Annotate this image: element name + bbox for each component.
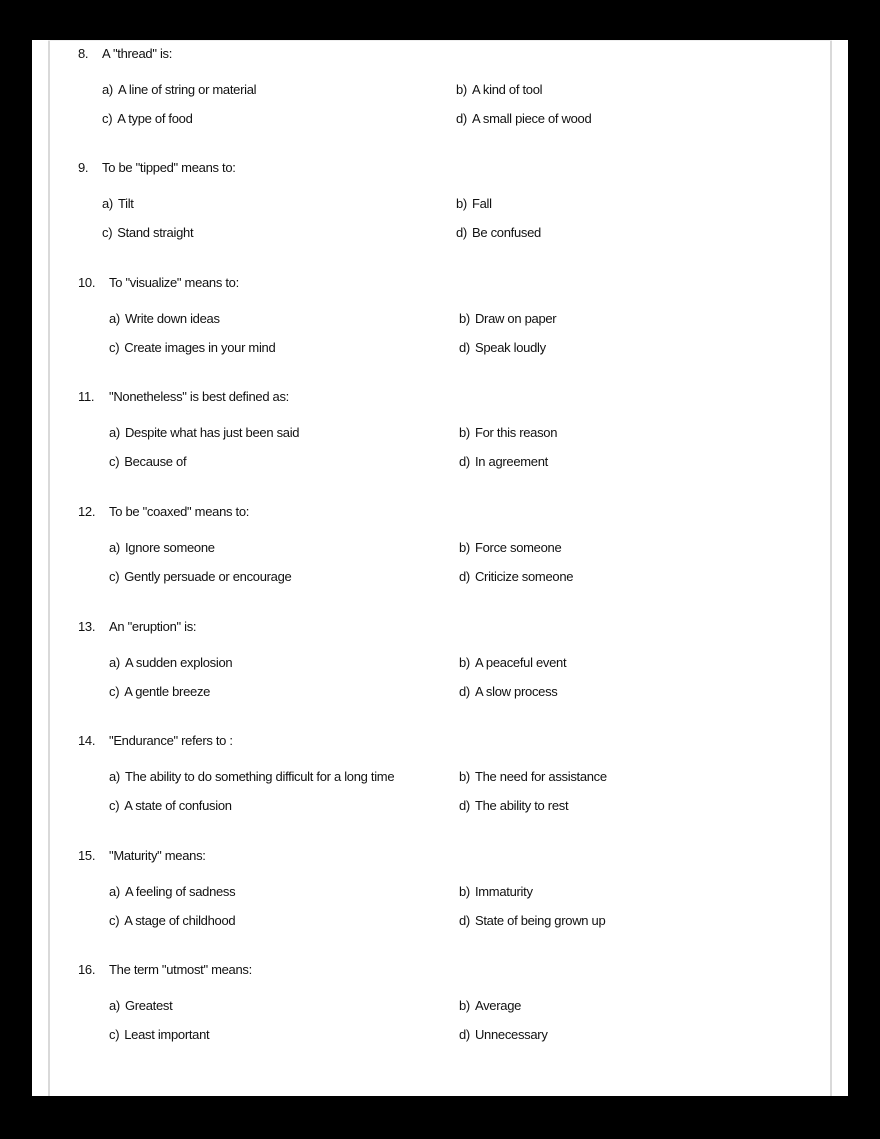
option-letter: a) <box>109 311 120 326</box>
question-text: A "thread" is: <box>102 46 173 61</box>
option-d <box>459 798 568 814</box>
option-text: Despite what has just been said <box>124 425 300 440</box>
option-letter: b) <box>459 655 470 670</box>
option-letter: a) <box>109 540 120 555</box>
option-text: A state of confusion <box>124 798 232 813</box>
option-d <box>459 569 573 585</box>
option-letter: a) <box>109 884 120 899</box>
option-letter: b) <box>459 769 470 784</box>
question-number: 11. <box>78 389 95 404</box>
option-b <box>459 769 607 785</box>
option-letter: a) <box>102 196 113 211</box>
option-letter: c) <box>109 684 120 699</box>
question-15 <box>32 848 848 948</box>
option-a <box>109 540 215 556</box>
option-text: Ignore someone <box>124 540 215 555</box>
question-12 <box>32 504 848 604</box>
option-text: A feeling of sadness <box>124 884 236 899</box>
option-text: Immaturity <box>474 884 533 899</box>
option-c <box>109 798 232 814</box>
option-text: A line of string or material <box>117 82 257 97</box>
option-text: Least important <box>124 1027 210 1042</box>
option-a <box>109 769 394 785</box>
option-text: For this reason <box>474 425 558 440</box>
question-13 <box>32 619 848 719</box>
question-14 <box>32 733 848 833</box>
option-text: Create images in your mind <box>124 340 276 355</box>
question-16 <box>32 962 848 1062</box>
option-text: Gently persuade or encourage <box>124 569 292 584</box>
question-text: To be "coaxed" means to: <box>109 504 250 519</box>
option-a <box>102 82 256 98</box>
option-letter: d) <box>459 569 470 584</box>
option-text: Speak loudly <box>474 340 546 355</box>
option-text: Average <box>474 998 522 1013</box>
option-letter: d) <box>459 340 470 355</box>
question-9 <box>32 160 848 260</box>
option-b <box>456 82 542 98</box>
option-d <box>459 684 557 700</box>
option-letter: d) <box>459 798 470 813</box>
option-c <box>109 684 210 700</box>
question-number: 14. <box>78 733 96 748</box>
option-letter: c) <box>109 569 120 584</box>
option-b <box>459 884 533 900</box>
question-11 <box>32 389 848 489</box>
option-letter: a) <box>109 998 120 1013</box>
option-b <box>459 311 556 327</box>
option-letter: d) <box>459 684 470 699</box>
option-letter: b) <box>456 196 467 211</box>
option-a <box>109 311 220 327</box>
question-number: 16. <box>78 962 96 977</box>
option-d <box>459 454 548 470</box>
option-letter: b) <box>459 884 470 899</box>
option-text: The need for assistance <box>474 769 607 784</box>
option-text: A kind of tool <box>471 82 543 97</box>
option-text: Criticize someone <box>474 569 574 584</box>
option-b <box>459 540 561 556</box>
option-letter: a) <box>109 655 120 670</box>
option-a <box>109 425 299 441</box>
option-text: Greatest <box>124 998 173 1013</box>
option-c <box>109 340 275 356</box>
question-text: The term "utmost" means: <box>109 962 252 977</box>
option-letter: c) <box>102 111 113 126</box>
question-number: 12. <box>78 504 96 519</box>
option-text: The ability to rest <box>474 798 569 813</box>
option-letter: b) <box>459 998 470 1013</box>
option-letter: a) <box>109 769 120 784</box>
option-text: A gentle breeze <box>124 684 211 699</box>
option-letter: d) <box>459 1027 470 1042</box>
option-c <box>102 225 193 241</box>
question-number: 10. <box>78 275 96 290</box>
option-text: Draw on paper <box>474 311 557 326</box>
question-text: "Maturity" means: <box>109 848 206 863</box>
option-letter: b) <box>459 425 470 440</box>
option-text: Write down ideas <box>124 311 220 326</box>
option-text: Force someone <box>474 540 562 555</box>
option-text: A sudden explosion <box>124 655 233 670</box>
option-c <box>109 1027 209 1043</box>
option-letter: a) <box>102 82 113 97</box>
option-c <box>109 454 186 470</box>
question-number: 9. <box>78 160 89 175</box>
option-text: Because of <box>124 454 187 469</box>
option-letter: d) <box>456 225 467 240</box>
option-letter: d) <box>459 454 470 469</box>
option-text: A stage of childhood <box>124 913 236 928</box>
question-text: "Endurance" refers to : <box>109 733 233 748</box>
option-text: Unnecessary <box>474 1027 548 1042</box>
worksheet-page <box>32 40 848 1096</box>
option-c <box>109 913 235 929</box>
option-letter: c) <box>102 225 113 240</box>
option-letter: c) <box>109 798 120 813</box>
option-b <box>459 655 566 671</box>
option-text: The ability to do something difficult for a long time <box>124 769 395 784</box>
option-text: Stand straight <box>117 225 194 240</box>
question-10 <box>32 275 848 375</box>
option-b <box>456 196 492 212</box>
option-text: A peaceful event <box>474 655 567 670</box>
option-text: A small piece of wood <box>471 111 592 126</box>
option-b <box>459 425 557 441</box>
option-text: In agreement <box>474 454 548 469</box>
option-letter: d) <box>459 913 470 928</box>
option-text: State of being grown up <box>474 913 606 928</box>
option-text: Be confused <box>471 225 541 240</box>
option-d <box>459 913 605 929</box>
question-text: "Nonetheless" is best defined as: <box>109 389 289 404</box>
option-letter: b) <box>459 311 470 326</box>
question-number: 13. <box>78 619 96 634</box>
option-c <box>102 111 193 127</box>
question-text: An "eruption" is: <box>109 619 197 634</box>
option-letter: c) <box>109 1027 120 1042</box>
option-c <box>109 569 291 585</box>
option-a <box>109 884 235 900</box>
option-b <box>459 998 521 1014</box>
option-d <box>459 1027 548 1043</box>
option-letter: b) <box>456 82 467 97</box>
option-a <box>109 655 232 671</box>
option-letter: c) <box>109 454 120 469</box>
option-text: A slow process <box>474 684 558 699</box>
question-number: 15. <box>78 848 96 863</box>
option-d <box>456 225 541 241</box>
option-text: Fall <box>471 196 492 211</box>
question-text: To be "tipped" means to: <box>102 160 236 175</box>
option-letter: b) <box>459 540 470 555</box>
page-top-border <box>48 40 832 41</box>
option-a <box>102 196 134 212</box>
option-letter: c) <box>109 340 120 355</box>
question-number: 8. <box>78 46 89 61</box>
question-8 <box>32 46 848 146</box>
option-text: A type of food <box>117 111 193 126</box>
option-d <box>456 111 591 127</box>
question-text: To "visualize" means to: <box>109 275 239 290</box>
option-letter: d) <box>456 111 467 126</box>
option-letter: a) <box>109 425 120 440</box>
option-text: Tilt <box>117 196 134 211</box>
option-letter: c) <box>109 913 120 928</box>
option-d <box>459 340 546 356</box>
option-a <box>109 998 172 1014</box>
